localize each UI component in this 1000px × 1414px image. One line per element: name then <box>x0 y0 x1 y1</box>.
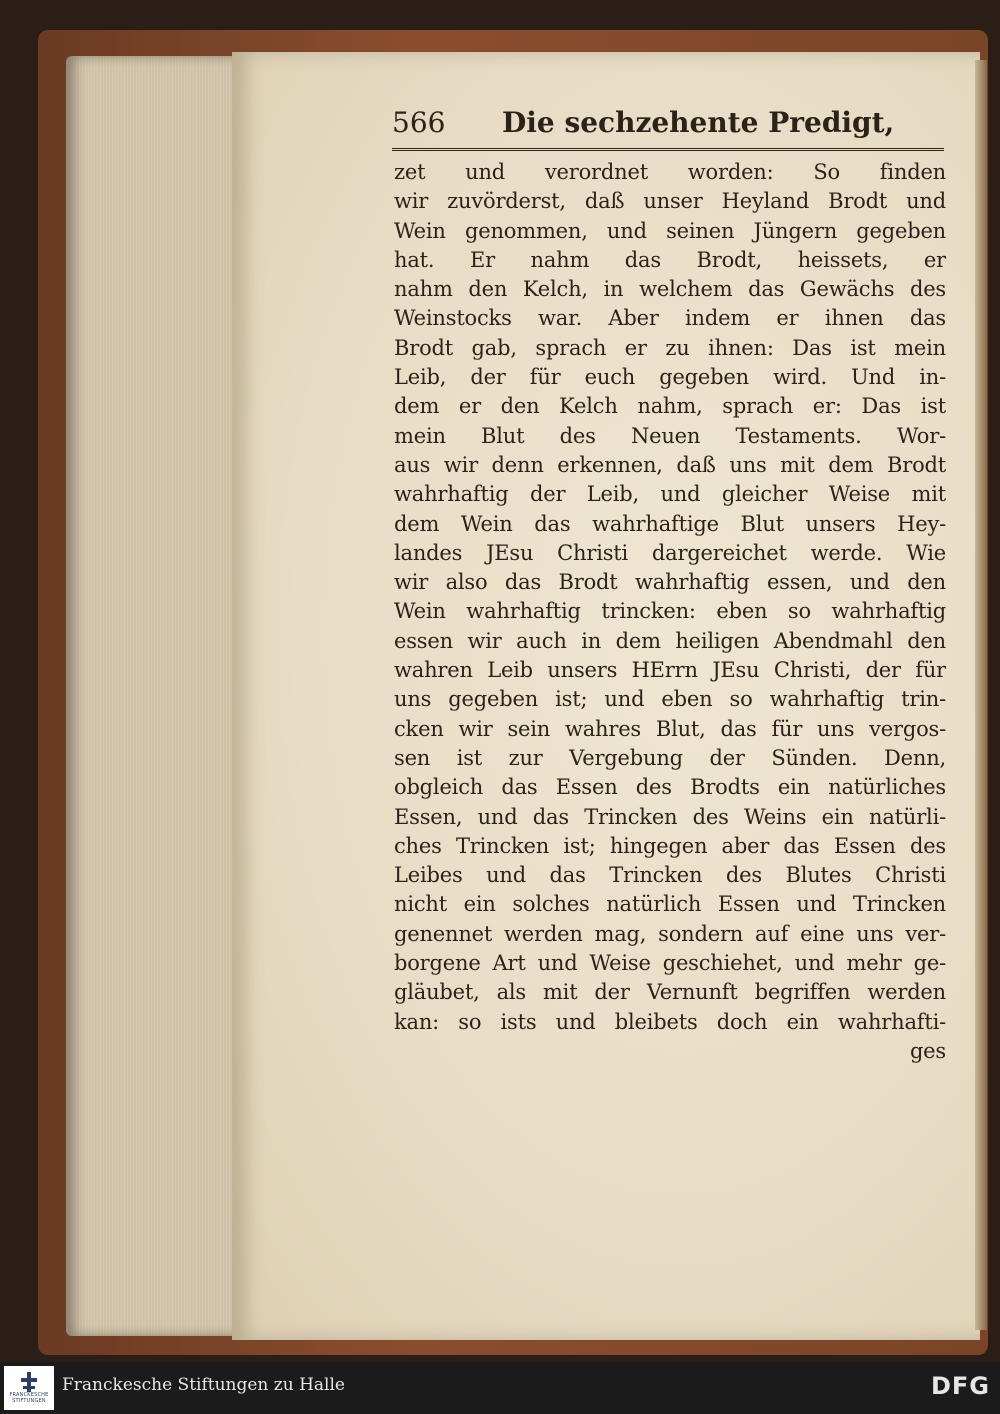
text-line: obgleich das Essen des Brodts ein natürliches <box>394 775 946 800</box>
page-number: 566 <box>392 106 446 139</box>
text-line: nahm den Kelch, in welchem das Gewächs des <box>394 277 946 302</box>
text-line: wahrhaftig der Leib, und gleicher Weise mit <box>394 482 946 507</box>
catchword: ges <box>909 1038 946 1063</box>
text-line: essen wir auch in dem heiligen Abendmahl den <box>394 628 946 653</box>
text-line: wahren Leib unsers HErrn JEsu Christi, der für <box>394 658 946 683</box>
text-line: landes JEsu Christi dargereichet werde. Wie <box>394 540 946 565</box>
text-line: Wein genommen, und seinen Jüngern gegeben <box>394 218 946 243</box>
text-line: uns gegeben ist; und eben so wahrhaftig trin- <box>394 687 946 712</box>
institution-name: Franckesche Stiftungen zu Halle <box>62 1375 345 1395</box>
text-line: borgene Art und Weise geschiehet, und mehr ge- <box>394 951 946 976</box>
page-edges <box>66 56 246 1336</box>
logo-text-line1: FRANCKESCHE <box>9 1392 49 1398</box>
text-line: cken wir sein wahres Blut, das für uns vergos- <box>394 716 946 741</box>
foundation-emblem-icon <box>19 1372 39 1392</box>
text-line: dem er den Kelch nahm, sprach er: Das ist <box>394 394 946 419</box>
text-line: zet und verordnet worden: So finden <box>394 160 946 184</box>
text-line: hat. Er nahm das Brodt, heissets, er <box>394 247 946 272</box>
text-line: nicht ein solches natürlich Essen und Trincken <box>394 892 946 917</box>
text-line: Leibes und das Trincken des Blutes Christi <box>394 863 946 888</box>
text-line: aus wir denn erkennen, daß uns mit dem Brodt <box>394 452 946 477</box>
text-line: Wein wahrhaftig trincken: eben so wahrhaftig <box>394 599 946 624</box>
text-line: Weinstocks war. Aber indem er ihnen das <box>394 306 946 331</box>
text-line: Essen, und das Trincken des Weins ein natürli- <box>394 804 946 829</box>
facing-page-edge <box>975 60 987 1330</box>
body-text <box>394 158 946 1066</box>
text-line: sen ist zur Vergebung der Sünden. Denn, <box>394 745 946 770</box>
text-line: mein Blut des Neuen Testaments. Wor- <box>394 423 946 448</box>
text-line: Brodt gab, sprach er zu ihnen: Das ist mein <box>394 335 946 360</box>
text-line: gläubet, als mit der Vernunft begriffen werden <box>394 980 946 1005</box>
text-line: genennet werden mag, sondern auf eine uns ver- <box>394 921 946 946</box>
text-line: ches Trincken ist; hingegen aber das Essen des <box>394 833 946 858</box>
text-line: kan: so ists und bleibets doch ein wahrhafti- <box>394 1009 946 1034</box>
running-head: Die sechzehente Predigt, <box>502 106 895 139</box>
text-line: wir zuvörderst, daß unser Heyland Brodt und <box>394 189 946 214</box>
page-header <box>392 106 944 151</box>
text-line: dem Wein das wahrhaftige Blut unsers Hey- <box>394 511 946 536</box>
franckesche-stiftungen-logo[interactable] <box>4 1366 54 1410</box>
text-line: Leib, der für euch gegeben wird. Und in- <box>394 365 946 390</box>
text-line: wir also das Brodt wahrhaftig essen, und den <box>394 570 946 595</box>
dfg-logo[interactable]: DFG <box>930 1372 990 1400</box>
viewer-footer <box>0 1362 1000 1414</box>
logo-text-line2: STIFTUNGEN <box>12 1398 46 1404</box>
